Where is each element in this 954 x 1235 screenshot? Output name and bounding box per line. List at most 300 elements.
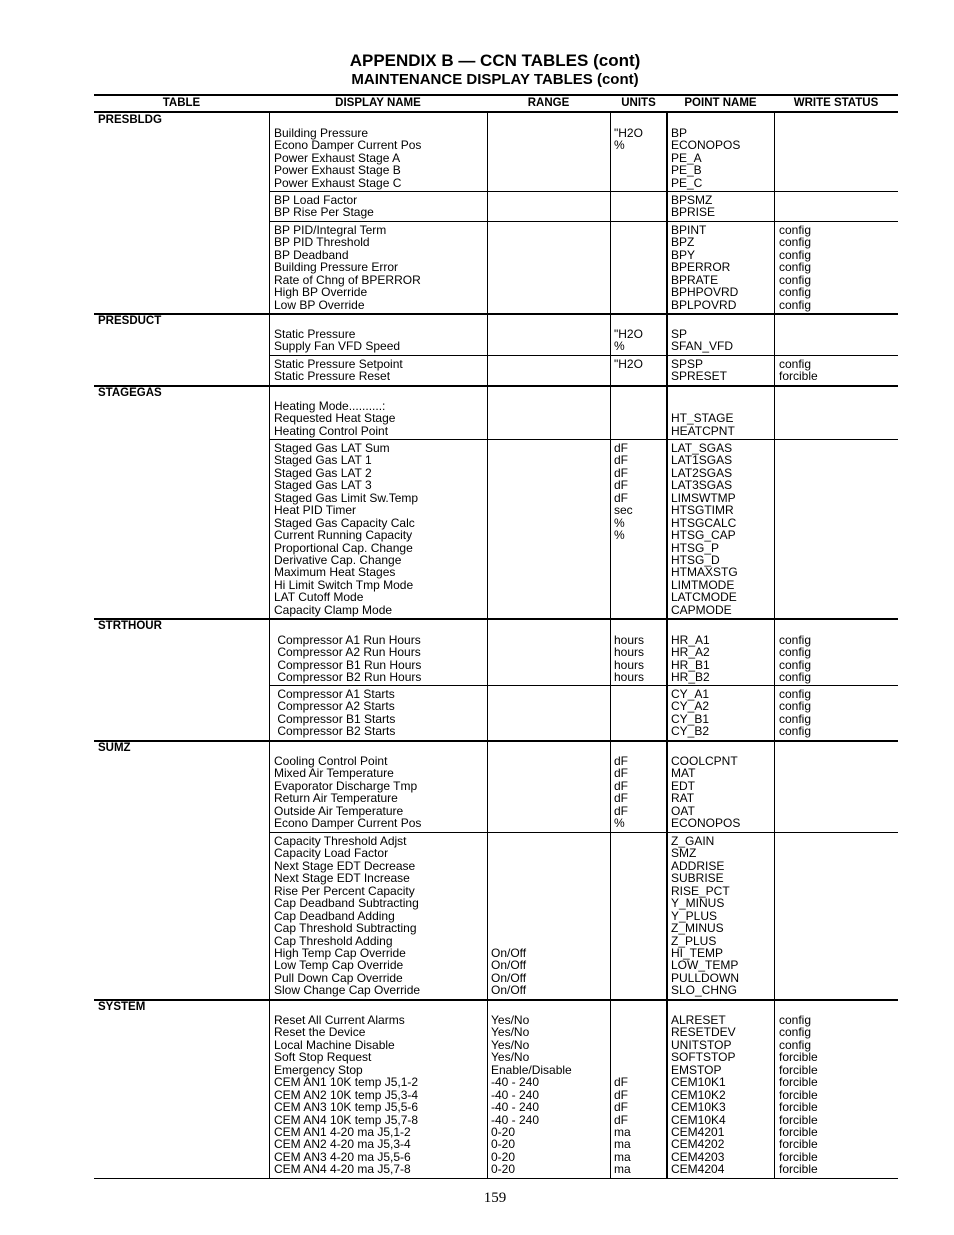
point-name-cell: Y_PLUS	[671, 908, 718, 923]
write-status-column	[779, 1014, 818, 1176]
point-name-cell: UNITSTOP	[671, 1037, 732, 1052]
point-name-cell: CEM10K3	[671, 1100, 726, 1115]
display-name-cell: Compressor A2 Run Hours	[274, 645, 421, 660]
display-name-column	[274, 194, 374, 219]
units-cell: dF	[614, 766, 629, 781]
units-cell: ma	[614, 1137, 631, 1152]
point-name-cell: LAT_SGAS	[671, 441, 733, 455]
display-name-cell: CEM AN3 4-20 ma J5,5-6	[274, 1149, 411, 1164]
header-write-status: WRITE STATUS	[793, 97, 879, 109]
point-name-cell: HTSG_D	[671, 552, 720, 567]
write-status-cell: config	[779, 297, 812, 312]
write-status-cell: forcible	[779, 1112, 818, 1127]
display-name-cell: CEM AN2 4-20 ma J5,3-4	[274, 1137, 411, 1152]
write-status-cell: config	[779, 223, 812, 237]
point-name-cell: PE_A	[671, 150, 702, 165]
column-divider	[774, 111, 775, 1178]
display-name-cell: Econo Damper Current Pos	[274, 816, 422, 831]
units-cell: dF	[614, 478, 629, 493]
display-name-cell: Rate of Chng of BPERROR	[274, 272, 421, 287]
units-cell	[614, 566, 633, 578]
units-cell: dF	[614, 453, 629, 468]
point-name-column	[671, 688, 709, 738]
units-cell: dF	[614, 1075, 629, 1090]
point-name-cell: LIMTMODE	[671, 577, 735, 592]
point-name-cell: BPRISE	[671, 205, 716, 220]
point-name-cell: SPRESET	[671, 369, 728, 384]
point-name-cell: HTMAXSTG	[671, 565, 738, 580]
units-cell	[614, 1014, 631, 1026]
point-name-cell: CEM4203	[671, 1149, 725, 1164]
point-name-cell: MAT	[671, 766, 696, 781]
range-cell: 0-20	[491, 1124, 516, 1139]
display-name-cell: Building Pressure	[274, 126, 369, 140]
point-name-column	[671, 400, 735, 437]
display-name-cell: Cap Deadband Adding	[274, 908, 395, 923]
units-cell: dF	[614, 1087, 629, 1102]
display-name-cell: Staged Gas LAT 3	[274, 478, 372, 493]
point-name-cell: HT_STAGE	[671, 411, 734, 426]
point-name-cell: HI_TEMP	[671, 945, 724, 960]
point-name-column	[671, 127, 740, 189]
display-name-cell: Cap Threshold Subtracting	[274, 921, 417, 936]
range-cell: Yes/No	[491, 1037, 530, 1052]
point-name-cell: HR_B1	[671, 657, 710, 672]
table-name: PRESBLDG	[98, 114, 162, 126]
display-name-cell: Static Pressure Setpoint	[274, 357, 403, 371]
point-name-cell: SMZ	[671, 846, 697, 861]
display-name-cell: Heating Mode..........:	[274, 399, 386, 413]
display-name-cell: Cooling Control Point	[274, 754, 388, 768]
range-cell: 0-20	[491, 1162, 516, 1177]
write-status-cell: forcible	[779, 1050, 818, 1065]
header-point-name: POINT NAME	[684, 97, 757, 109]
display-name-cell: Requested Heat Stage	[274, 411, 396, 426]
display-name-column	[274, 688, 395, 738]
write-status-cell: forcible	[779, 1087, 818, 1102]
point-name-cell: BPY	[671, 247, 696, 262]
display-name-column	[274, 127, 421, 189]
range-cell: -40 - 240	[491, 1100, 540, 1115]
point-name-cell: HTSG_CAP	[671, 528, 736, 543]
point-name-cell: SFAN_VFD	[671, 339, 734, 354]
display-name-cell: Heating Control Point	[274, 423, 389, 438]
display-name-cell: Building Pressure Error	[274, 260, 399, 275]
display-name-cell: CEM AN1 10K temp J5,1-2	[274, 1075, 419, 1090]
write-status-cell: config	[779, 687, 812, 701]
point-name-column	[671, 328, 733, 353]
units-cell	[614, 1039, 631, 1051]
units-cell	[614, 1051, 631, 1063]
display-name-column	[274, 358, 403, 383]
range-cell: -40 - 240	[491, 1112, 540, 1127]
display-name-cell: Mixed Air Temperature	[274, 766, 394, 781]
section-rule	[94, 385, 898, 387]
display-name-cell: Power Exhaust Stage A	[274, 150, 401, 165]
write-status-cell: forcible	[779, 1100, 818, 1115]
display-name-cell: High BP Override	[274, 285, 368, 300]
display-name-cell: Cap Threshold Adding	[274, 933, 393, 948]
column-divider	[269, 111, 270, 1178]
display-name-cell: CEM AN4 4-20 ma J5,7-8	[274, 1162, 411, 1177]
point-name-cell: COOLCPNT	[671, 754, 738, 768]
table-name: STRTHOUR	[98, 620, 162, 632]
point-name-cell: ADDRISE	[671, 858, 725, 873]
display-name-cell: Outside Air Temperature	[274, 803, 404, 818]
units-column	[614, 328, 643, 353]
point-name-cell: CY_B1	[671, 711, 710, 726]
range-column	[491, 835, 526, 997]
point-name-column	[671, 442, 738, 616]
units-cell: hours	[614, 633, 645, 647]
units-cell: sec	[614, 503, 633, 518]
display-name-cell: Rise Per Percent Capacity	[274, 883, 415, 898]
write-status-cell: forcible	[779, 1137, 818, 1152]
units-cell: %	[614, 528, 625, 543]
units-cell	[614, 579, 633, 591]
units-cell: dF	[614, 465, 629, 480]
display-name-column	[274, 835, 420, 997]
units-cell	[614, 591, 633, 603]
table-name: STAGEGAS	[98, 387, 162, 399]
range-cell: On/Off	[491, 983, 527, 998]
display-name-cell: Staged Gas Limit Sw.Temp	[274, 490, 419, 505]
display-name-cell: Capacity Clamp Mode	[274, 602, 393, 617]
units-cell: dF	[614, 803, 629, 818]
write-status-cell: config	[779, 1025, 812, 1040]
point-name-cell: HTSG_P	[671, 540, 720, 555]
units-column	[614, 358, 643, 383]
units-cell: hours	[614, 645, 645, 660]
display-name-column	[274, 400, 395, 437]
display-name-cell: Compressor A1 Run Hours	[274, 633, 421, 647]
point-name-cell: ECONOPOS	[671, 138, 741, 153]
point-name-cell: LAT2SGAS	[671, 465, 733, 480]
point-name-cell: SOFTSTOP	[671, 1050, 736, 1065]
group-rule	[269, 191, 898, 192]
display-name-cell: BP Rise Per Stage	[274, 205, 374, 220]
section-rule	[94, 313, 898, 315]
display-name-cell: CEM AN4 10K temp J5,7-8	[274, 1112, 419, 1127]
display-name-cell: Supply Fan VFD Speed	[274, 339, 401, 354]
display-name-cell: Reset the Device	[274, 1025, 366, 1040]
display-name-cell: Current Running Capacity	[274, 528, 413, 543]
point-name-cell: HR_A2	[671, 645, 710, 660]
header-display-name: DISPLAY NAME	[335, 97, 421, 109]
group-rule	[269, 832, 898, 833]
point-name-column	[671, 1014, 736, 1176]
range-cell: 0-20	[491, 1149, 516, 1164]
units-cell	[614, 152, 643, 164]
display-name-cell: Staged Gas LAT 1	[274, 453, 372, 468]
point-name-cell: RESETDEV	[671, 1025, 736, 1040]
section-rule	[94, 999, 898, 1001]
point-name-cell: CEM4204	[671, 1162, 725, 1177]
point-name-cell: Y_MINUS	[671, 896, 725, 911]
display-name-cell: BP Load Factor	[274, 193, 358, 207]
units-cell: %	[614, 816, 625, 831]
page-subtitle: MAINTENANCE DISPLAY TABLES (cont)	[351, 71, 639, 88]
range-cell	[491, 910, 526, 922]
point-name-cell: SUBRISE	[671, 871, 724, 886]
section-rule	[94, 740, 898, 742]
point-name-cell: CEM4202	[671, 1137, 725, 1152]
page-title: APPENDIX B — CCN TABLES (cont)	[349, 51, 641, 70]
point-name-cell: CEM10K2	[671, 1087, 726, 1102]
point-name-column	[671, 194, 715, 219]
units-cell: hours	[614, 657, 645, 672]
display-name-cell: Low BP Override	[274, 297, 365, 312]
point-name-cell: Z_GAIN	[671, 834, 715, 848]
point-name-cell: BPSMZ	[671, 193, 713, 207]
display-name-cell: Pull Down Cap Override	[274, 970, 403, 985]
units-cell: ma	[614, 1124, 631, 1139]
range-cell: -40 - 240	[491, 1087, 540, 1102]
page-number: 159	[483, 1190, 507, 1206]
write-status-cell: config	[779, 1013, 812, 1027]
display-name-cell: High Temp Cap Override	[274, 945, 406, 960]
units-cell: "H2O	[614, 327, 643, 341]
write-status-cell: forcible	[779, 1149, 818, 1164]
range-cell: On/Off	[491, 970, 527, 985]
range-cell: Enable/Disable	[491, 1062, 572, 1077]
display-name-cell: Static Pressure	[274, 327, 356, 341]
units-cell	[614, 164, 643, 176]
display-name-cell: Staged Gas LAT 2	[274, 465, 372, 480]
point-name-column	[671, 835, 739, 997]
write-status-cell: config	[779, 357, 812, 371]
point-name-cell: EDT	[671, 778, 695, 793]
write-status-cell: config	[779, 711, 812, 726]
range-cell: Yes/No	[491, 1013, 530, 1027]
units-cell	[614, 370, 643, 382]
point-name-cell: LOW_TEMP	[671, 958, 739, 973]
display-name-cell: LAT Cutoff Mode	[274, 590, 364, 605]
point-name-cell: BPERROR	[671, 260, 731, 275]
display-name-cell: Proportional Cap. Change	[274, 540, 413, 555]
display-name-cell: Power Exhaust Stage C	[274, 175, 402, 190]
write-status-cell: forcible	[779, 1075, 818, 1090]
point-name-cell: LIMSWTMP	[671, 490, 736, 505]
units-cell: dF	[614, 791, 629, 806]
write-status-column	[779, 634, 811, 684]
table-name: SUMZ	[98, 742, 131, 754]
point-name-cell: BPLPOVRD	[671, 297, 737, 312]
header-bottom-rule	[94, 111, 898, 113]
display-name-cell: Compressor A2 Starts	[274, 699, 395, 714]
display-name-column	[274, 328, 400, 353]
column-divider	[487, 111, 488, 1178]
range-cell: 0-20	[491, 1137, 516, 1152]
units-cell: "H2O	[614, 357, 643, 371]
point-name-cell: LATCMODE	[671, 590, 737, 605]
units-cell: %	[614, 339, 625, 354]
units-cell: dF	[614, 1100, 629, 1115]
display-name-cell: Compressor B1 Starts	[274, 711, 396, 726]
display-name-cell: Staged Gas Capacity Calc	[274, 515, 415, 530]
display-name-cell: Return Air Temperature	[274, 791, 398, 806]
units-column	[614, 634, 644, 684]
display-name-cell: Low Temp Cap Override	[274, 958, 404, 973]
display-name-cell: Reset All Current Alarms	[274, 1013, 405, 1027]
range-cell	[491, 860, 526, 872]
point-name-cell: PE_C	[671, 175, 703, 190]
point-name-cell: Z_PLUS	[671, 933, 717, 948]
write-status-cell: config	[779, 699, 812, 714]
units-column	[614, 442, 633, 616]
units-cell: dF	[614, 778, 629, 793]
point-name-cell: PULLDOWN	[671, 970, 740, 985]
point-name-cell: Z_MINUS	[671, 921, 724, 936]
point-name-column	[671, 755, 740, 830]
units-cell: dF	[614, 1112, 629, 1127]
display-name-cell: CEM AN2 10K temp J5,3-4	[274, 1087, 419, 1102]
table-bottom-rule	[94, 1178, 898, 1179]
table-name: PRESDUCT	[98, 315, 162, 327]
range-cell: Yes/No	[491, 1050, 530, 1065]
range-cell	[491, 847, 526, 859]
display-name-cell: Evaporator Discharge Tmp	[274, 778, 418, 793]
display-name-cell: Econo Damper Current Pos	[274, 138, 422, 153]
units-column	[614, 127, 643, 189]
point-name-cell: PE_B	[671, 163, 702, 178]
display-name-column	[274, 442, 418, 616]
point-name-cell: ALRESET	[671, 1013, 726, 1027]
display-name-cell: Capacity Threshold Adjst	[274, 834, 407, 848]
point-name-cell: CEM4201	[671, 1124, 725, 1139]
write-status-column	[779, 224, 811, 311]
units-cell: ma	[614, 1149, 631, 1164]
display-name-cell: Next Stage EDT Increase	[274, 871, 410, 886]
point-name-cell: BPINT	[671, 223, 707, 237]
display-name-cell: CEM AN1 4-20 ma J5,1-2	[274, 1124, 411, 1139]
point-name-cell: CEM10K1	[671, 1075, 726, 1090]
display-name-column	[274, 1014, 418, 1176]
point-name-column	[671, 224, 738, 311]
write-status-cell: forcible	[779, 1124, 818, 1139]
display-name-cell: Hi Limit Switch Tmp Mode	[274, 577, 414, 592]
point-name-column	[671, 358, 727, 383]
range-column	[491, 1014, 572, 1176]
display-name-cell: Maximum Heat Stages	[274, 565, 396, 580]
point-name-cell: CAPMODE	[671, 602, 732, 617]
range-cell: On/Off	[491, 958, 527, 973]
units-cell: ma	[614, 1162, 631, 1177]
range-cell	[491, 897, 526, 909]
display-name-cell: CEM AN3 10K temp J5,5-6	[274, 1100, 419, 1115]
units-cell: dF	[614, 490, 629, 505]
display-name-cell: BP PID/Integral Term	[274, 223, 387, 237]
display-name-cell: BP PID Threshold	[274, 235, 370, 250]
write-status-cell: forcible	[779, 1062, 818, 1077]
display-name-cell: Derivative Cap. Change	[274, 552, 402, 567]
write-status-cell: config	[779, 247, 812, 262]
range-cell	[491, 885, 526, 897]
write-status-cell: config	[779, 260, 812, 275]
point-name-cell: EMSTOP	[671, 1062, 722, 1077]
display-name-cell: Compressor B1 Run Hours	[274, 657, 422, 672]
write-status-column	[779, 358, 818, 383]
point-name-cell: SP	[671, 327, 688, 341]
point-name-cell: LAT1SGAS	[671, 453, 733, 468]
point-name-cell: HR_B2	[671, 670, 710, 685]
group-rule	[269, 221, 898, 222]
units-cell	[614, 542, 633, 554]
units-cell: dF	[614, 754, 629, 768]
write-status-cell: config	[779, 272, 812, 287]
group-rule	[269, 355, 898, 356]
point-name-cell: CY_A2	[671, 699, 710, 714]
column-divider	[666, 111, 667, 1178]
point-name-cell: BPZ	[671, 235, 695, 250]
display-name-cell: Emergency Stop	[274, 1062, 363, 1077]
write-status-cell: forcible	[779, 1162, 818, 1177]
units-cell: %	[614, 138, 625, 153]
display-name-cell: Soft Stop Request	[274, 1050, 372, 1065]
display-name-cell: Local Machine Disable	[274, 1037, 395, 1052]
write-status-column	[779, 688, 811, 738]
display-name-cell: Static Pressure Reset	[274, 369, 391, 384]
table-name: SYSTEM	[98, 1001, 146, 1013]
point-name-cell: BPRATE	[671, 272, 719, 287]
display-name-cell: Capacity Load Factor	[274, 846, 389, 861]
write-status-cell: config	[779, 657, 812, 672]
write-status-cell: config	[779, 1037, 812, 1052]
range-cell: On/Off	[491, 945, 527, 960]
units-column	[614, 1014, 631, 1176]
range-cell: Yes/No	[491, 1025, 530, 1040]
write-status-cell: config	[779, 724, 812, 739]
display-name-cell: Slow Change Cap Override	[274, 983, 421, 998]
point-name-cell: CY_B2	[671, 724, 710, 739]
units-cell: dF	[614, 441, 629, 455]
point-name-cell: OAT	[671, 803, 695, 818]
header-range: RANGE	[527, 97, 570, 109]
maintenance-display-table	[94, 94, 898, 1179]
display-name-cell: Compressor B2 Starts	[274, 724, 396, 739]
point-name-cell: HR_A1	[671, 633, 710, 647]
point-name-cell: BP	[671, 126, 688, 140]
display-name-cell: Next Stage EDT Decrease	[274, 858, 416, 873]
display-name-cell: BP Deadband	[274, 247, 349, 262]
units-cell	[614, 1026, 631, 1038]
range-cell	[491, 835, 526, 847]
write-status-cell: config	[779, 645, 812, 660]
units-cell: "H2O	[614, 126, 643, 140]
display-name-cell: Compressor A1 Starts	[274, 687, 395, 701]
display-name-cell: Power Exhaust Stage B	[274, 163, 401, 178]
display-name-column	[274, 634, 421, 684]
point-name-cell: RISE_PCT	[671, 883, 730, 898]
write-status-cell: config	[779, 235, 812, 250]
point-name-column	[671, 634, 710, 684]
units-cell	[614, 604, 633, 616]
display-name-cell: Compressor B2 Run Hours	[274, 670, 422, 685]
units-cell	[614, 177, 643, 189]
point-name-cell: ECONOPOS	[671, 816, 741, 831]
group-rule	[269, 685, 898, 686]
section-rule	[94, 618, 898, 620]
point-name-cell: BPHPOVRD	[671, 285, 739, 300]
column-divider	[610, 111, 611, 1178]
units-column	[614, 755, 628, 830]
point-name-cell: SLO_CHNG	[671, 983, 738, 998]
point-name-cell: LAT3SGAS	[671, 478, 733, 493]
group-rule	[269, 439, 898, 440]
display-name-column	[274, 224, 421, 311]
point-name-cell: SPSP	[671, 357, 704, 371]
units-cell: %	[614, 515, 625, 530]
